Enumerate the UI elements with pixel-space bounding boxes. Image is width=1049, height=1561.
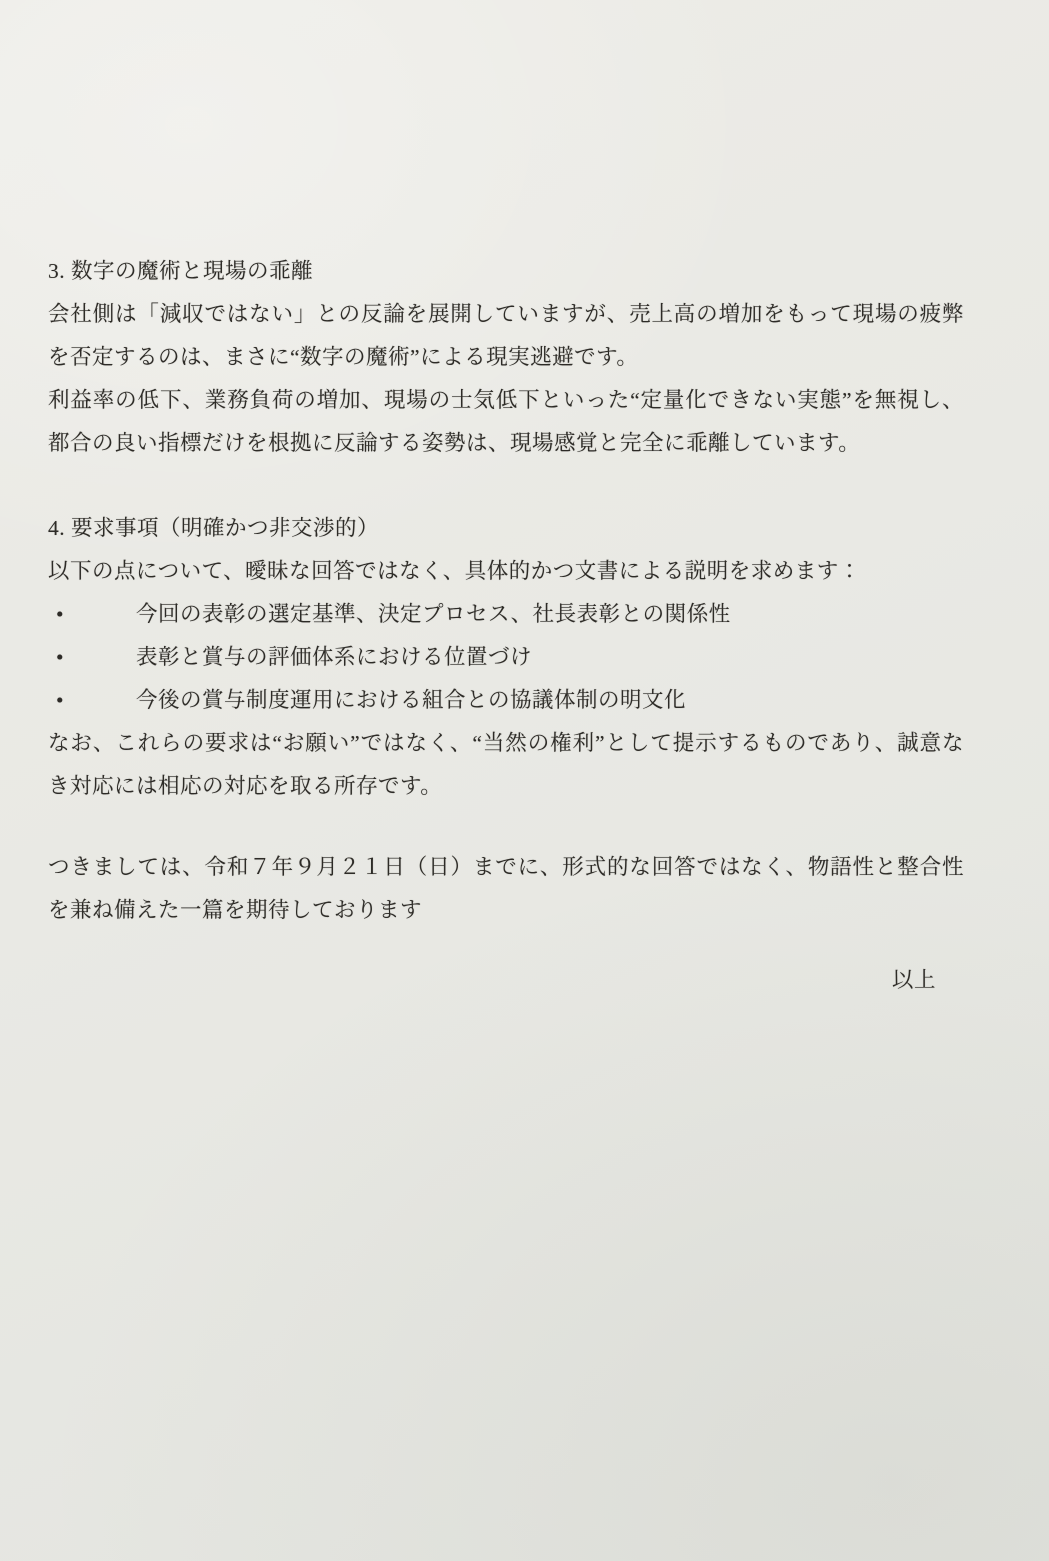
section-3-heading: 3. 数字の魔術と現場の乖離 bbox=[48, 259, 314, 283]
sign-off: 以上 bbox=[891, 968, 936, 992]
bullet-marker: • bbox=[56, 645, 65, 669]
bullet-text: 今後の賞与制度運用における組合との協議体制の明文化 bbox=[136, 688, 687, 712]
section-3-paragraph-2: 利益率の低下、業務負荷の増加、現場の士気低下といった“定量化できない実態”を無視し、都合の良い指標だけを根拠に反論する姿勢は、現場感覚と完全に乖離しています。 bbox=[48, 388, 964, 455]
bullet-marker: • bbox=[56, 602, 65, 626]
closing-paragraph: つきましては、令和７年９月２１日（日）までに、形式的な回答ではなく、物語性と整合性を兼ね備えた一篇を期待しております bbox=[48, 855, 964, 922]
section-4 bbox=[48, 507, 964, 808]
bullet-item bbox=[48, 679, 964, 722]
section-4-note: なお、これらの要求は“お願い”ではなく、“当然の権利”として提示するものであり、誠意なき対応には相応の対応を取る所存です。 bbox=[48, 731, 964, 798]
section-4-heading: 4. 要求事項（明確かつ非交渉的） bbox=[48, 516, 380, 540]
document-body bbox=[48, 250, 964, 1002]
bullet-marker: • bbox=[56, 688, 65, 712]
bullet-text: 今回の表彰の選定基準、決定プロセス、社長表彰との関係性 bbox=[136, 602, 731, 626]
bullet-item bbox=[48, 636, 964, 679]
bullet-item bbox=[48, 593, 964, 636]
section-3-paragraph-1: 会社側は「減収ではない」との反論を展開していますが、売上高の増加をもって現場の疲弊を否定するのは、まさに“数字の魔術”による現実逃避です。 bbox=[48, 302, 964, 369]
section-4-intro: 以下の点について、曖昧な回答ではなく、具体的かつ文書による説明を求めます： bbox=[48, 559, 861, 583]
bullet-text: 表彰と賞与の評価体系における位置づけ bbox=[136, 645, 533, 669]
